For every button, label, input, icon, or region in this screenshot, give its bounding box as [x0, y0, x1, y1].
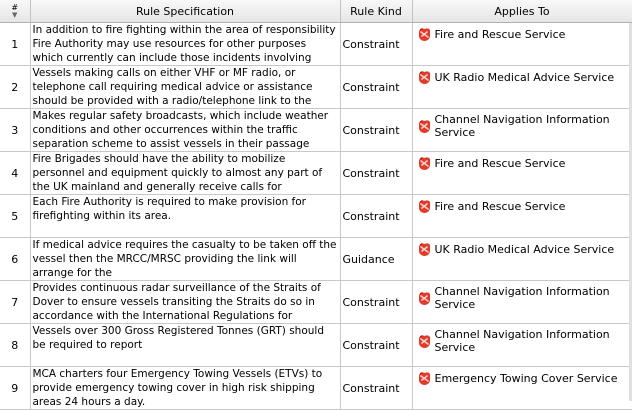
table-row[interactable] — [0, 367, 632, 410]
applies-to-cell[interactable] — [412, 152, 632, 195]
row-number: 1 — [0, 23, 30, 66]
applies-to-cell[interactable] — [412, 23, 632, 66]
applies-to-cell[interactable] — [412, 195, 632, 238]
rule-specification-cell[interactable] — [30, 152, 340, 195]
rule-kind-cell[interactable]: Constraint — [340, 324, 412, 367]
applies-to-text: Emergency Towing Cover Service — [434, 372, 618, 385]
red-rule-icon — [417, 156, 432, 171]
rule-kind-cell[interactable]: Constraint — [340, 281, 412, 324]
rule-kind-cell[interactable]: Constraint — [340, 367, 412, 410]
row-number: 6 — [0, 238, 30, 281]
rule-specification-cell[interactable] — [30, 66, 340, 109]
row-number: 3 — [0, 109, 30, 152]
applies-to-text: UK Radio Medical Advice Service — [434, 71, 615, 84]
red-rule-icon — [417, 291, 432, 306]
rule-specification-cell[interactable] — [30, 281, 340, 324]
applies-to-cell[interactable] — [412, 109, 632, 152]
table-row[interactable] — [0, 23, 632, 66]
applies-to-text: Channel Navigation Information Service — [434, 328, 610, 354]
applies-to-cell[interactable] — [412, 66, 632, 109]
applies-to-text: UK Radio Medical Advice Service — [434, 243, 615, 256]
rule-specification-text: Vessels making calls on either VHF or MF radio, or telephone call requiring medical advice or assistance should be provided with a radio/telephone link to the — [32, 67, 313, 107]
applies-to-text: Channel Navigation Information Service — [434, 113, 610, 139]
row-number: 8 — [0, 324, 30, 367]
rule-kind-cell[interactable]: Constraint — [340, 23, 412, 66]
applies-to-cell[interactable] — [412, 367, 632, 410]
rule-specification-cell[interactable] — [30, 195, 340, 238]
red-rule-icon — [417, 334, 432, 349]
applies-to-text: Fire and Rescue Service — [434, 28, 566, 41]
sort-descending-icon: ▼ — [12, 10, 18, 19]
rule-specification-text: Fire Brigades should have the ability to mobilize personnel and equipment quickly to almost any part of the UK mainland and generally receive calls for — [32, 153, 323, 193]
applies-to-cell[interactable] — [412, 238, 632, 281]
table-row[interactable] — [0, 195, 632, 238]
table-row[interactable] — [0, 324, 632, 367]
red-rule-icon — [417, 70, 432, 85]
rule-specification-cell[interactable] — [30, 324, 340, 367]
table-row[interactable] — [0, 152, 632, 195]
red-rule-icon — [417, 119, 432, 134]
red-rule-icon — [417, 242, 432, 257]
red-rule-icon — [417, 199, 432, 214]
rule-kind-cell[interactable]: Constraint — [340, 66, 412, 109]
rule-kind-cell[interactable]: Constraint — [340, 195, 412, 238]
rule-specification-cell[interactable] — [30, 109, 340, 152]
row-number: 7 — [0, 281, 30, 324]
applies-to-text: Channel Navigation Information Service — [434, 285, 610, 311]
column-header-applies-to[interactable]: Applies To — [412, 0, 632, 23]
rule-kind-cell[interactable]: Constraint — [340, 152, 412, 195]
rule-specification-cell[interactable] — [30, 367, 340, 410]
applies-to-text: Fire and Rescue Service — [434, 157, 566, 170]
applies-to-cell[interactable] — [412, 281, 632, 324]
table-row[interactable] — [0, 281, 632, 324]
row-number: 2 — [0, 66, 30, 109]
column-header-rule-kind[interactable]: Rule Kind — [340, 0, 412, 23]
column-header-number[interactable] — [0, 0, 30, 23]
rule-specification-cell[interactable] — [30, 23, 340, 66]
header-row — [0, 0, 632, 23]
table-row[interactable] — [0, 238, 632, 281]
column-header-number-label: # — [11, 2, 19, 12]
applies-to-text: Fire and Rescue Service — [434, 200, 566, 213]
row-number: 5 — [0, 195, 30, 238]
row-number: 4 — [0, 152, 30, 195]
rule-specification-text: Provides continuous radar surveillance of the Straits of Dover to ensure vessels transiting the Straits do so in accordance with the International Regulations for — [32, 282, 321, 322]
rule-specification-text: Each Fire Authority is required to make provision for firefighting within its area. — [32, 196, 306, 222]
rule-kind-cell[interactable]: Constraint — [340, 109, 412, 152]
column-header-rule-specification[interactable]: Rule Specification — [30, 0, 340, 23]
rule-specification-text: If medical advice requires the casualty to be taken off the vessel then the MRCC/MRSC providing the link will arrange for the — [32, 239, 337, 279]
rule-kind-cell[interactable]: Guidance — [340, 238, 412, 281]
table-row[interactable] — [0, 109, 632, 152]
rule-specification-text: Vessels over 300 Gross Registered Tonnes (GRT) should be required to report — [32, 325, 325, 351]
red-rule-icon — [417, 371, 432, 386]
table-row[interactable] — [0, 66, 632, 109]
red-rule-icon — [417, 27, 432, 42]
rule-specification-text: Makes regular safety broadcasts, which include weather conditions and other occurrences within the traffic separation scheme to assist vessels in their passage — [32, 110, 329, 150]
applies-to-cell[interactable] — [412, 324, 632, 367]
rule-specification-cell[interactable] — [30, 238, 340, 281]
rule-specification-text: In addition to fire fighting within the area of responsibility Fire Authority may use resources for other purposes which currently can include those incidents involving — [32, 24, 336, 64]
row-number: 9 — [0, 367, 30, 410]
rule-specification-text: MCA charters four Emergency Towing Vessels (ETVs) to provide emergency towing cover in high risk shipping areas 24 hours a day. — [32, 368, 323, 408]
